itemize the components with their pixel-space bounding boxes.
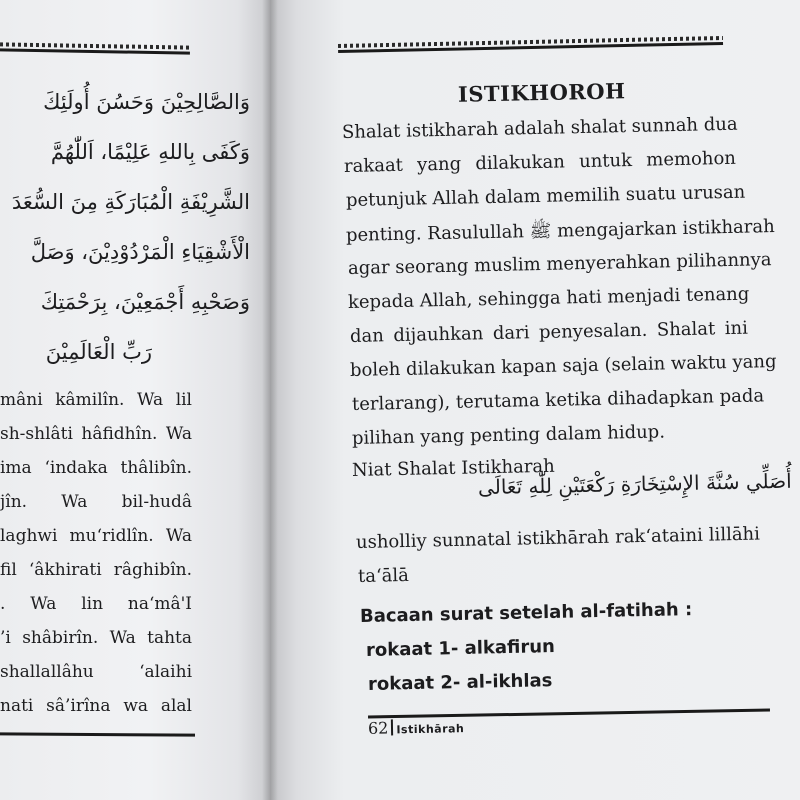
- paragraph-line: kepada Allah, sehingga hati menjadi tenang: [347, 283, 750, 313]
- transliteration-line: shallallâhu ‘alaihi: [0, 662, 192, 682]
- niat-arabic-text: أُصَلِّي سُنَّةَ الإِسْتِخَارَةِ رَكْعَتَيْنِ لِلّٰهِ تَعَالَى: [477, 468, 792, 500]
- rakaat-item: rokaat 1- alkafirun: [365, 636, 556, 661]
- arabic-line: وَالصَّالِحِيْنَ وَحَسُنَ أُولَئِكَ: [43, 90, 250, 114]
- transliteration-line: fil ‘âkhirati râghibîn.: [0, 560, 192, 580]
- arabic-line: وَكَفَى بِاللهِ عَلِيْمًا، اَللّٰهُمَّ: [50, 140, 250, 164]
- transliteration-line: ima ‘indaka thâlibîn.: [0, 458, 192, 478]
- niat-heading: Niat Shalat Istikharah: [351, 455, 555, 481]
- transliteration-line: nati sâ’irîna wa alal: [0, 696, 192, 716]
- bottom-rule: [0, 732, 195, 736]
- book-gutter: [262, 0, 278, 800]
- niat-transliteration-line: usholliy sunnatal istikhārah rak‘ataini lillāhi: [355, 523, 761, 553]
- paragraph-line: rakaat yang dilakukan untuk memohon: [343, 147, 737, 177]
- paragraph-line: agar seorang muslim menyerahkan pilihannya: [347, 249, 772, 279]
- page-footer: [368, 717, 465, 738]
- paragraph-line: Shalat istikharah adalah shalat sunnah dua: [341, 113, 738, 143]
- bacaan-heading: Bacaan surat setelah al-fatihah :: [359, 599, 693, 627]
- paragraph-line: penting. Rasulullah ﷺ mengajarkan istikharah: [345, 216, 775, 246]
- top-ornament-border: [0, 40, 190, 55]
- page-number: 62: [367, 718, 389, 738]
- arabic-line: الشَّرِيْفَةِ الْمُبَارَكَةِ مِنَ السُّعَدَ: [11, 190, 250, 214]
- niat-transliteration-line: ta‘ālā: [357, 564, 410, 587]
- footer-divider: [391, 719, 393, 735]
- paragraph-line: petunjuk Allah dalam memilih suatu urusan: [345, 181, 746, 211]
- page-title: ISTIKHOROH: [457, 78, 626, 107]
- arabic-line: وَصَحْبِهِ أَجْمَعِيْنَ، بِرَحْمَتِكَ: [40, 290, 250, 314]
- transliteration-line: jîn. Wa bil-hudâ: [0, 492, 192, 512]
- left-page: [0, 0, 270, 800]
- rakaat-item: rokaat 2- al-ikhlas: [367, 670, 553, 695]
- paragraph-line: boleh dilakukan kapan saja (selain waktu yang: [349, 351, 777, 381]
- paragraph-line: pilihan yang penting dalam hidup.: [351, 421, 666, 449]
- arabic-line: رَبِّ الْعَالَمِيْنَ: [45, 340, 152, 364]
- transliteration-line: laghwi mu‘ridlîn. Wa: [0, 526, 192, 546]
- transliteration-line: sh-shlâti hâfidhîn. Wa: [0, 424, 192, 444]
- arabic-line: الْأَشْقِيَاءِ الْمَرْدُوْدِيْنَ، وَصَلَّ: [30, 240, 250, 264]
- transliteration-line: . Wa lin na‘mâ'I: [0, 594, 192, 614]
- transliteration-line: mâni kâmilîn. Wa lil: [0, 390, 192, 410]
- paragraph-line: dan dijauhkan dari penyesalan. Shalat ini: [349, 317, 749, 347]
- transliteration-line: ’i shâbirîn. Wa tahta: [0, 628, 192, 648]
- running-title: Istikhārah: [396, 722, 465, 737]
- paragraph-line: terlarang), terutama ketika dihadapkan pada: [351, 385, 765, 415]
